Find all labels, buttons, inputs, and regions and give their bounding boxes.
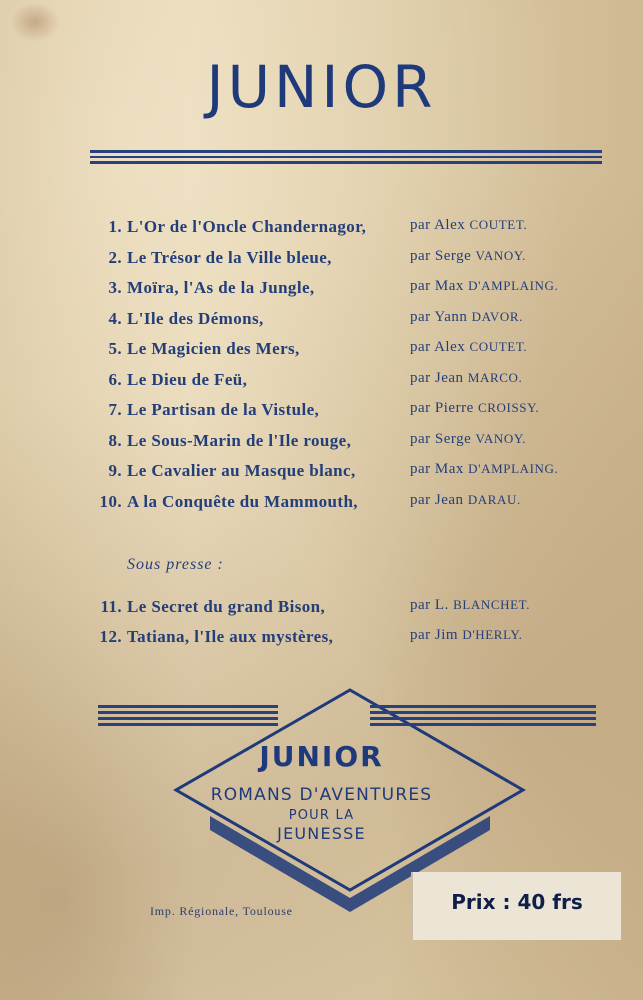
logo-title: JUNIOR (259, 740, 384, 773)
book-number: 10. (99, 491, 122, 511)
author-par: par (410, 491, 431, 508)
author-first-name: Serge (434, 247, 472, 264)
author-par: par (410, 597, 431, 613)
price-sticker (411, 872, 621, 940)
author-par: par (410, 308, 431, 325)
author-last-name: D'AMPLAING. (468, 278, 559, 293)
book-title: Moïra, l'As de la Jungle, (127, 278, 315, 297)
series-title: JUNIOR (206, 53, 437, 121)
author-first-name: L. (434, 597, 449, 613)
author-par: par (410, 627, 431, 643)
author-first-name: Alex (434, 339, 466, 355)
author-last-name: BLANCHET. (453, 597, 531, 612)
book-number: 2. (108, 247, 122, 267)
book-title: Le Sous-Marin de l'Ile rouge, (127, 430, 352, 450)
author-last-name: D'AMPLAING. (468, 461, 559, 476)
author-last-name: DAVOR. (471, 308, 524, 324)
book-title: Le Dieu de Feü, (127, 369, 248, 389)
book-title: Le Magicien des Mers, (127, 339, 300, 358)
book-number: 11. (100, 597, 122, 616)
book-title: Le Partisan de la Vistule, (127, 400, 320, 419)
author-last-name: VANOY. (475, 430, 526, 446)
author-last-name: VANOY. (475, 247, 526, 263)
book-number: 5. (108, 339, 122, 358)
author-last-name: D'HERLY. (462, 627, 523, 642)
author-first-name: Jean (434, 369, 464, 386)
author-last-name: COUTET. (469, 217, 528, 232)
author-par: par (410, 369, 431, 386)
book-number: 9. (108, 461, 122, 480)
author-par: par (410, 217, 431, 233)
author-first-name: Serge (434, 430, 472, 447)
book-title: A la Conquête du Mammouth, (127, 491, 358, 511)
logo-rule-right (370, 705, 596, 729)
sous-presse-label: Sous presse : (127, 556, 224, 573)
book-title: Le Cavalier au Masque blanc, (127, 461, 356, 480)
author-first-name: Yann (434, 308, 468, 325)
author-par: par (410, 278, 431, 294)
book-title: Tatiana, l'Ile aux mystères, (127, 627, 334, 646)
book-number: 8. (108, 430, 122, 450)
author-par: par (410, 400, 431, 416)
price-label: Prix : 40 frs (451, 890, 583, 914)
book-number: 7. (108, 400, 122, 419)
book-title: L'Or de l'Oncle Chandernagor, (127, 217, 367, 236)
author-first-name: Jean (434, 491, 464, 508)
author-last-name: MARCO. (467, 369, 523, 385)
imprint: Imp. Régionale, Toulouse (150, 904, 293, 918)
logo-subtitle-3: JEUNESSE (277, 824, 366, 843)
author-par: par (410, 430, 431, 447)
book-number: 12. (99, 627, 122, 646)
author-first-name: Max (434, 278, 464, 294)
book-number: 4. (108, 308, 122, 328)
author-par: par (410, 461, 431, 477)
author-par: par (410, 339, 431, 355)
author-first-name: Jim (434, 627, 459, 643)
author-first-name: Alex (434, 217, 466, 233)
book-number: 6. (108, 369, 122, 389)
book-number: 3. (108, 278, 122, 297)
author-last-name: DARAU. (467, 491, 521, 507)
author-first-name: Pierre (434, 400, 474, 416)
book-title: Le Trésor de la Ville bleue, (127, 247, 332, 267)
book-number: 1. (108, 217, 122, 236)
author-last-name: COUTET. (469, 339, 528, 354)
logo-rule-left (98, 705, 278, 729)
author-last-name: CROISSY. (477, 400, 540, 415)
author-first-name: Max (434, 461, 464, 477)
book-title: L'Ile des Démons, (127, 308, 264, 328)
logo-subtitle-1: ROMANS D'AVENTURES (210, 785, 433, 805)
logo-subtitle-2: POUR LA (288, 808, 355, 823)
author-par: par (410, 247, 431, 264)
book-title: Le Secret du grand Bison, (127, 597, 326, 616)
